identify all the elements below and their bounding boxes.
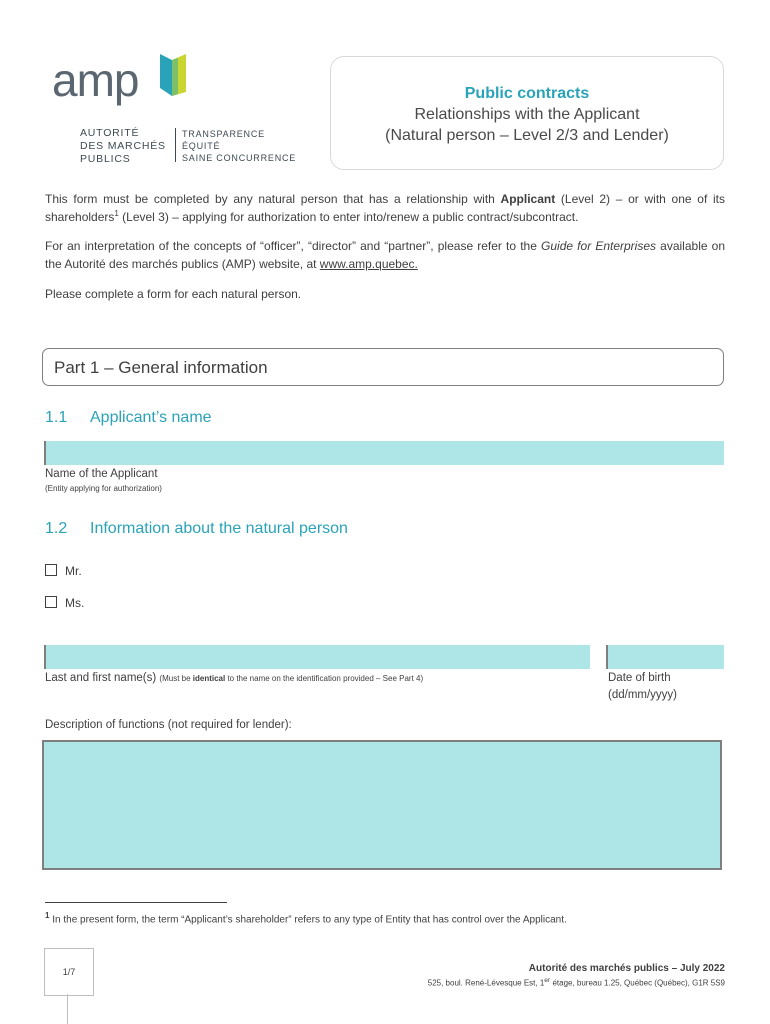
- title-box: [330, 56, 724, 170]
- section-1-2-title: Information about the natural person: [90, 520, 348, 537]
- org-values: TRANSPARENCE ÉQUITÉ SAINE CONCURRENCE: [182, 129, 297, 163]
- page-subtitle-1: Relationships with the Applicant: [414, 106, 640, 123]
- footer-info: [428, 963, 725, 988]
- intro-paragraph-3: Please complete a form for each natural person.: [45, 287, 302, 301]
- part-1-header: [42, 348, 724, 386]
- amp-website-link[interactable]: www.amp.quebec.: [319, 256, 418, 271]
- footnote-divider: [45, 902, 227, 903]
- footer-address: 525, boul. René-Lévesque Est, 1er étage, bureau 1.25, Québec (Québec), G1R 5S9: [427, 977, 725, 988]
- amp-logo-mark-icon: [158, 52, 190, 100]
- page-subtitle-2: (Natural person – Level 2/3 and Lender): [385, 127, 669, 144]
- footer-org-date: Autorité des marchés publics – July 2022: [528, 963, 725, 974]
- intro-paragraph-2: For an interpretation of the concepts of “officer”, “director” and “partner”, please refer to the Guide for Enterprises available on the Autorité des marchés publics (AMP) website, at www.amp.quebec.: [45, 239, 726, 271]
- footnote: $^1$ In the present form, the term “Applicant’s shareholder” refers to any type of Entity that has control over the Applicant.: [45, 911, 567, 926]
- option-mr[interactable]: [45, 564, 82, 578]
- org-divider: [175, 128, 176, 162]
- org-name: AUTORITÉ DES MARCHÉS PUBLICS: [80, 127, 166, 165]
- page-number-box: [44, 948, 94, 996]
- ms-checkbox[interactable]: [45, 596, 57, 608]
- description-textarea[interactable]: [42, 740, 722, 870]
- page-title: Public contracts: [464, 85, 590, 102]
- description-label: Description of functions (not required for lender):: [45, 719, 292, 731]
- date-of-birth-input[interactable]: [606, 645, 724, 669]
- section-1-1-number: 1.1: [45, 409, 68, 426]
- option-ms[interactable]: [45, 596, 84, 610]
- last-first-name-label: Last and first name(s) (Must be identical to the name on the identification provided – See Part 4): [45, 672, 424, 684]
- mr-checkbox[interactable]: [45, 564, 57, 576]
- date-of-birth-label: Date of birth (dd/mm/yyyy): [608, 672, 677, 701]
- intro-paragraph-1: This form must be completed by any natural person that has a relationship with Applicant (Level 2) – or with one of its shareholders$^1$ (Level 3) – applying for authorization to enter into/renew a public contract/subcontract.: [45, 192, 725, 224]
- option-mr-label: Mr.: [65, 564, 82, 578]
- section-1-1-title: Applicant’s name: [90, 409, 212, 426]
- applicant-name-note: (Entity applying for authorization): [45, 484, 162, 493]
- applicant-name-label: Name of the Applicant: [45, 468, 158, 480]
- last-first-name-input[interactable]: [44, 645, 590, 669]
- applicant-name-input[interactable]: [44, 441, 724, 465]
- section-1-2-number: 1.2: [45, 520, 68, 537]
- page-number: 1/7: [62, 967, 76, 977]
- option-ms-label: Ms.: [65, 596, 85, 610]
- part-1-title: Part 1 – General information: [54, 358, 268, 377]
- page-number-line: [67, 994, 68, 1024]
- amp-logo-text: amp: [52, 54, 139, 106]
